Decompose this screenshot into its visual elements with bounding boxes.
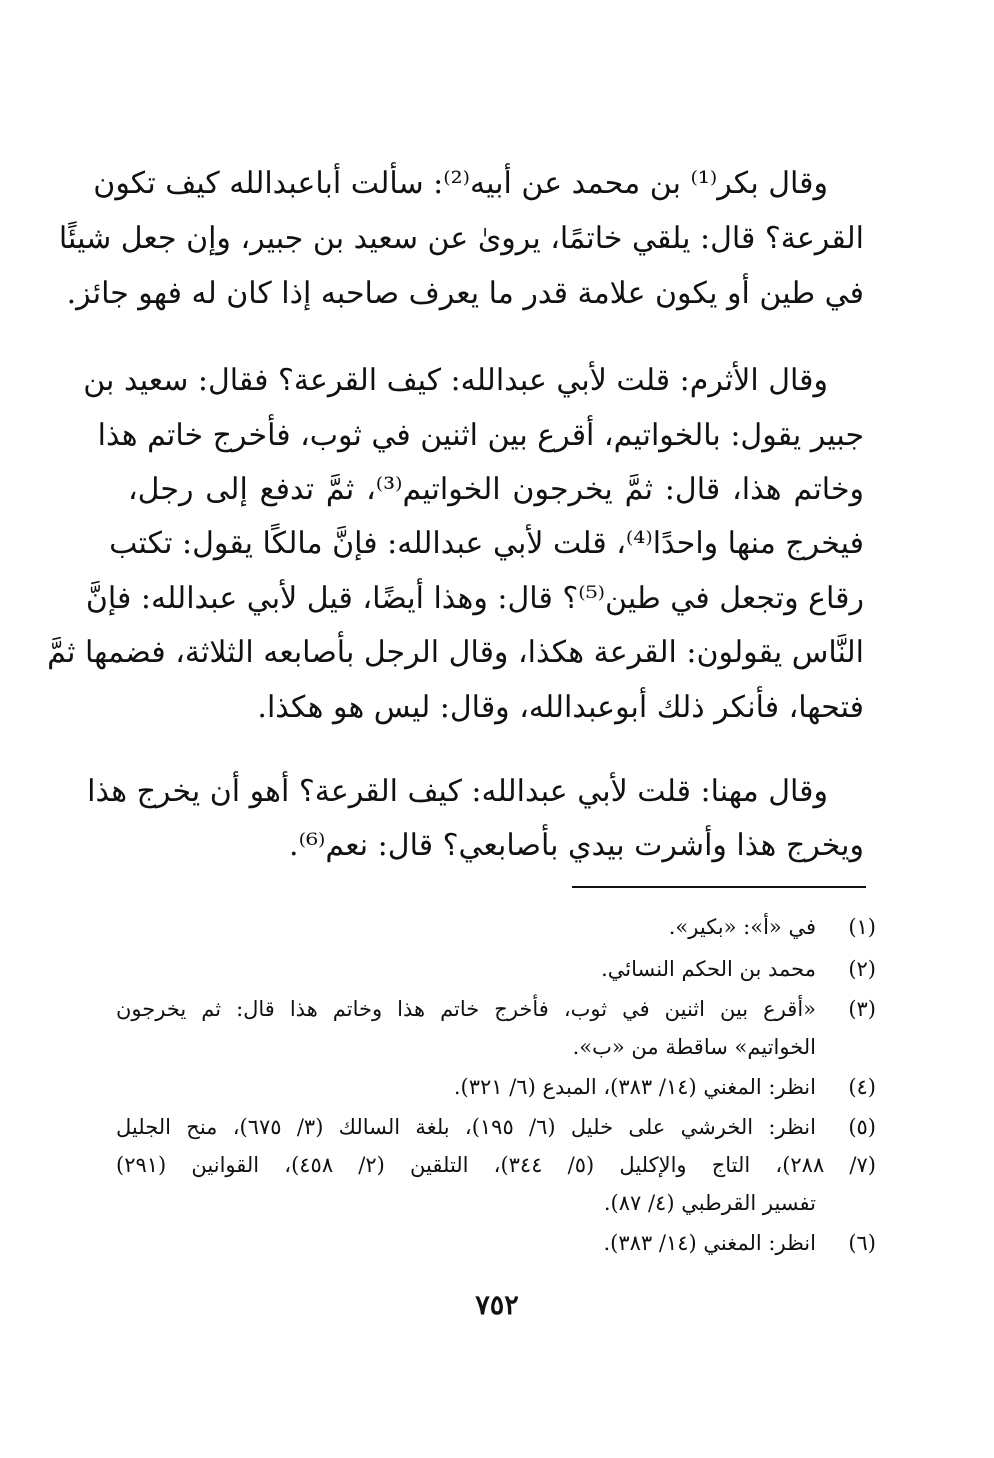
- paragraph-2-line-4: فيخرج منها واحدًا⁽⁴⁾، قلت لأبي عبدالله: فإنَّ مالكًا يقول: تكتب: [109, 526, 864, 561]
- footnote-separator: [572, 886, 866, 888]
- footnote-6-text: انظر: المغني (١٤/ ٣٨٣).: [603, 1231, 816, 1255]
- paragraph-1-line-3: في طين أو يكون علامة قدر ما يعرف صاحبه إذا كان له فهو جائز.: [66, 276, 864, 311]
- footnote-3-continuation: الخواتيم» ساقطة من «ب».: [572, 1035, 816, 1059]
- footnote-5-continuation-2: تفسير القرطبي (٤/ ٨٧).: [603, 1191, 816, 1215]
- footnote-2: [116, 954, 876, 986]
- footnote-4-number: (٤): [848, 1075, 876, 1099]
- paragraph-2-line-7: فتحها، فأنكر ذلك أبوعبدالله، وقال: ليس هو هكذا.: [257, 690, 864, 725]
- page-number: ٧٥٢: [475, 1290, 519, 1321]
- footnote-3-number: (٣): [848, 997, 876, 1021]
- footnote-4-text: انظر: المغني (١٤/ ٣٨٣)، المبدع (٦/ ٣٢١).: [453, 1075, 816, 1099]
- footnote-5-text: انظر: الخرشي على خليل (٦/ ١٩٥)، بلغة السالك (٣/ ٦٧٥)، منح الجليل: [116, 1115, 816, 1139]
- paragraph-3-line-1: وقال مهنا: قلت لأبي عبدالله: كيف القرعة؟ أهو أن يخرج هذا: [87, 774, 828, 809]
- paragraph-2-line-3: وخاتم هذا، قال: ثمَّ يخرجون الخواتيم⁽³⁾، ثمَّ تدفع إلى رجل،: [128, 472, 864, 507]
- paragraph-3-line-2: ويخرج هذا وأشرت بيدي بأصابعي؟ قال: نعم⁽⁶⁾.: [289, 828, 864, 863]
- paragraph-1-line-2: القرعة؟ قال: يلقي خاتمًا، يروىٰ عن سعيد بن جبير، وإن جعل شيئًا: [58, 221, 864, 256]
- paragraph-1-line-1: وقال بكر⁽¹⁾ بن محمد عن أبيه⁽²⁾: سألت أباعبدالله كيف تكون: [93, 166, 828, 201]
- paragraph-2-line-2: جبير يقول: بالخواتيم، أقرع بين اثنين في ثوب، فأخرج خاتم هذا: [97, 418, 864, 453]
- footnote-2-text: محمد بن الحكم النسائي.: [601, 957, 816, 981]
- footnote-5-continuation-1: (٧/ ٢٨٨)، التاج والإكليل (٥/ ٣٤٤)، التلقين (٢/ ٤٥٨)، القوانين (٢٩١): [116, 1153, 876, 1177]
- footnote-1-number: (١): [848, 915, 876, 939]
- footnote-2-number: (٢): [848, 957, 876, 981]
- footnote-5-number: (٥): [848, 1115, 876, 1139]
- paragraph-2-line-5: رقاع وتجعل في طين⁽⁵⁾؟ قال: وهذا أيضًا، قيل لأبي عبدالله: فإنَّ: [85, 581, 864, 616]
- footnote-6: [116, 1228, 876, 1260]
- footnote-1: [116, 912, 876, 944]
- footnote-3-text: «أقرع بين اثنين في ثوب، فأخرج خاتم هذا وخاتم هذا قال: ثم يخرجون: [116, 997, 816, 1021]
- paragraph-2-line-1: وقال الأثرم: قلت لأبي عبدالله: كيف القرعة؟ فقال: سعيد بن: [83, 363, 828, 398]
- paragraph-2-line-6: النَّاس يقولون: القرعة هكذا، وقال الرجل بأصابعه الثلاثة، فضمها ثمَّ: [47, 635, 864, 670]
- footnote-5: [116, 1112, 876, 1144]
- footnote-6-number: (٦): [848, 1231, 876, 1255]
- footnote-3: [116, 994, 876, 1026]
- footnote-4: [116, 1072, 876, 1104]
- footnote-1-text: في «أ»: «بكير».: [668, 915, 816, 939]
